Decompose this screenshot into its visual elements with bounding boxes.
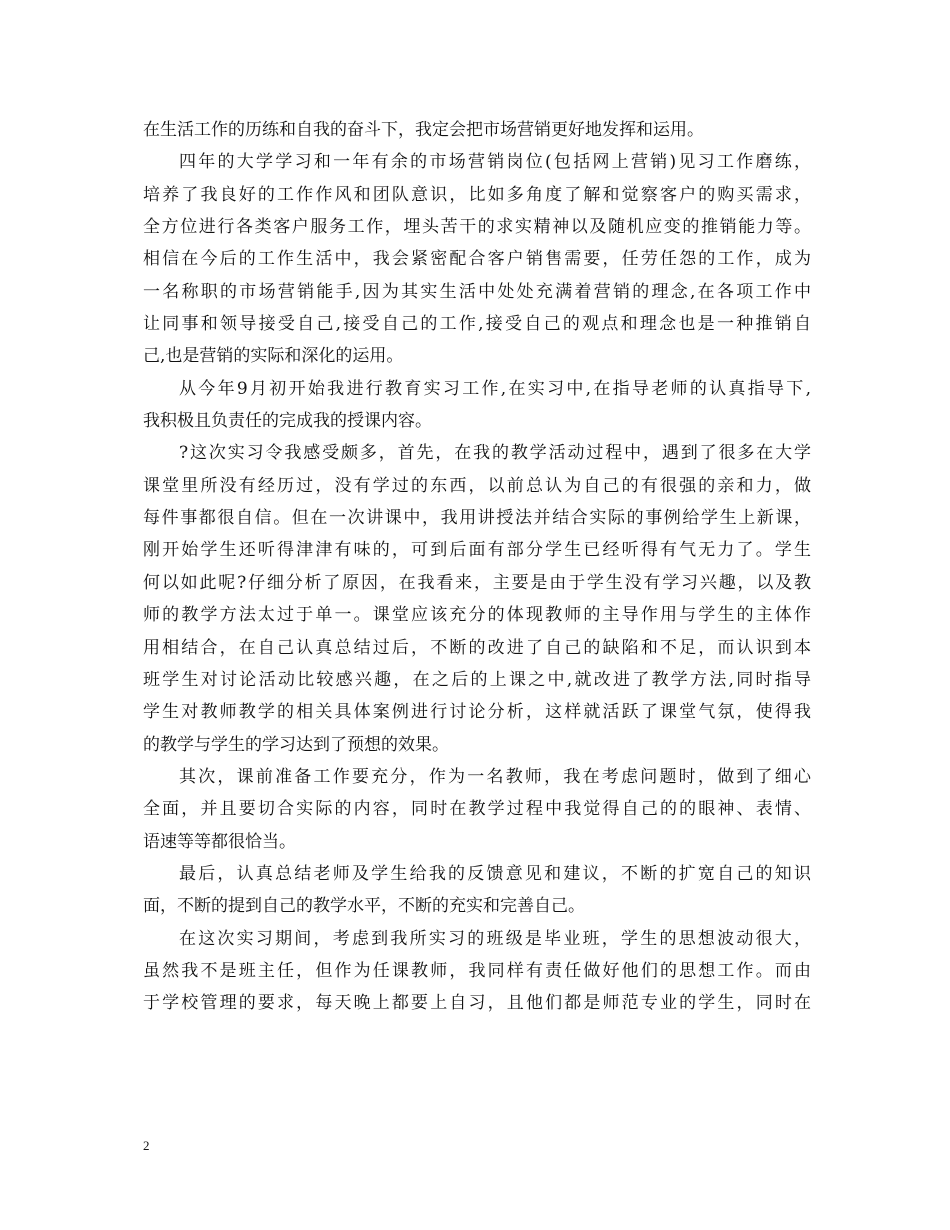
text-line: 我积极且负责任的完成我的授课内容。	[143, 411, 432, 432]
text-line: 在这次实习期间，考虑到我所实习的班级是毕业班，学生的思想波动很大，	[179, 928, 811, 949]
text-line: 虽然我不是班主任，但作为任课教师，我同样有责任做好他们的思想工作。而由	[143, 960, 811, 981]
page-number: 2	[143, 1138, 150, 1153]
text-line: 其次，课前准备工作要充分，作为一名教师，我在考虑问题时，做到了细心	[179, 766, 811, 787]
text-line: 从今年9月初开始我进行教育实习工作,在实习中,在指导老师的认真指导下,	[179, 378, 811, 399]
text-line: ?这次实习令我感受颇多，首先，在我的教学活动过程中，遇到了很多在大学	[179, 443, 811, 464]
text-line: 刚开始学生还听得津津有味的，可到后面有部分学生已经听得有气无力了。学生	[143, 540, 811, 561]
text-line: 一名称职的市场营销能手,因为其实生活中处处充满着营销的理念,在各项工作中	[143, 281, 811, 302]
text-line: 班学生对讨论活动比较感兴趣，在之后的上课之中,就改进了教学方法,同时指导	[143, 669, 811, 690]
text-line: 相信在今后的工作生活中，我会紧密配合客户销售需要，任劳任怨的工作，成为	[143, 249, 811, 270]
text-line: 课堂里所没有经历过，没有学过的东西，以前总认为自己的有很强的亲和力，做	[143, 475, 811, 496]
text-line: 全面，并且要切合实际的内容，同时在教学过程中我觉得自己的的眼神、表情、	[143, 799, 811, 820]
text-line: 何以如此呢?仔细分析了原因，在我看来，主要是由于学生没有学习兴趣，以及教	[143, 572, 811, 593]
text-line: 己,也是营销的实际和深化的运用。	[143, 346, 404, 367]
text-line: 四年的大学学习和一年有余的市场营销岗位(包括网上营销)见习工作磨练，	[179, 152, 811, 173]
text-line: 语速等等都很恰当。	[143, 831, 296, 852]
text-line: 师的教学方法太过于单一。课堂应该充分的体现教师的主导作用与学生的主体作	[143, 605, 811, 626]
text-line: 最后，认真总结老师及学生给我的反馈意见和建议，不断的扩宽自己的知识	[179, 863, 811, 884]
text-line: 在生活工作的历练和自我的奋斗下，我定会把市场营销更好地发挥和运用。	[143, 120, 704, 140]
text-line: 每件事都很自信。但在一次讲课中，我用讲授法并结合实际的事例给学生上新课，	[143, 508, 811, 529]
text-line: 用相结合，在自己认真总结过后，不断的改进了自己的缺陷和不足，而认识到本	[143, 637, 811, 658]
body-text	[143, 114, 811, 1020]
text-line: 于学校管理的要求，每天晚上都要上自习，且他们都是师范专业的学生，同时在	[143, 993, 811, 1014]
text-line: 培养了我良好的工作作风和团队意识，比如多角度了解和觉察客户的购买需求，	[143, 184, 811, 205]
text-line: 面，不断的提到自己的教学水平，不断的充实和完善自己。	[143, 896, 585, 917]
text-line: 的教学与学生的学习达到了预想的效果。	[143, 734, 449, 755]
text-line: 让同事和领导接受自己,接受自己的工作,接受自己的观点和理念也是一种推销自	[143, 314, 811, 335]
text-line: 学生对教师教学的相关具体案例进行讨论分析，这样就活跃了课堂气氛，使得我	[143, 702, 811, 723]
text-line: 全方位进行各类客户服务工作，埋头苦干的求实精神以及随机应变的推销能力等。	[143, 217, 811, 238]
